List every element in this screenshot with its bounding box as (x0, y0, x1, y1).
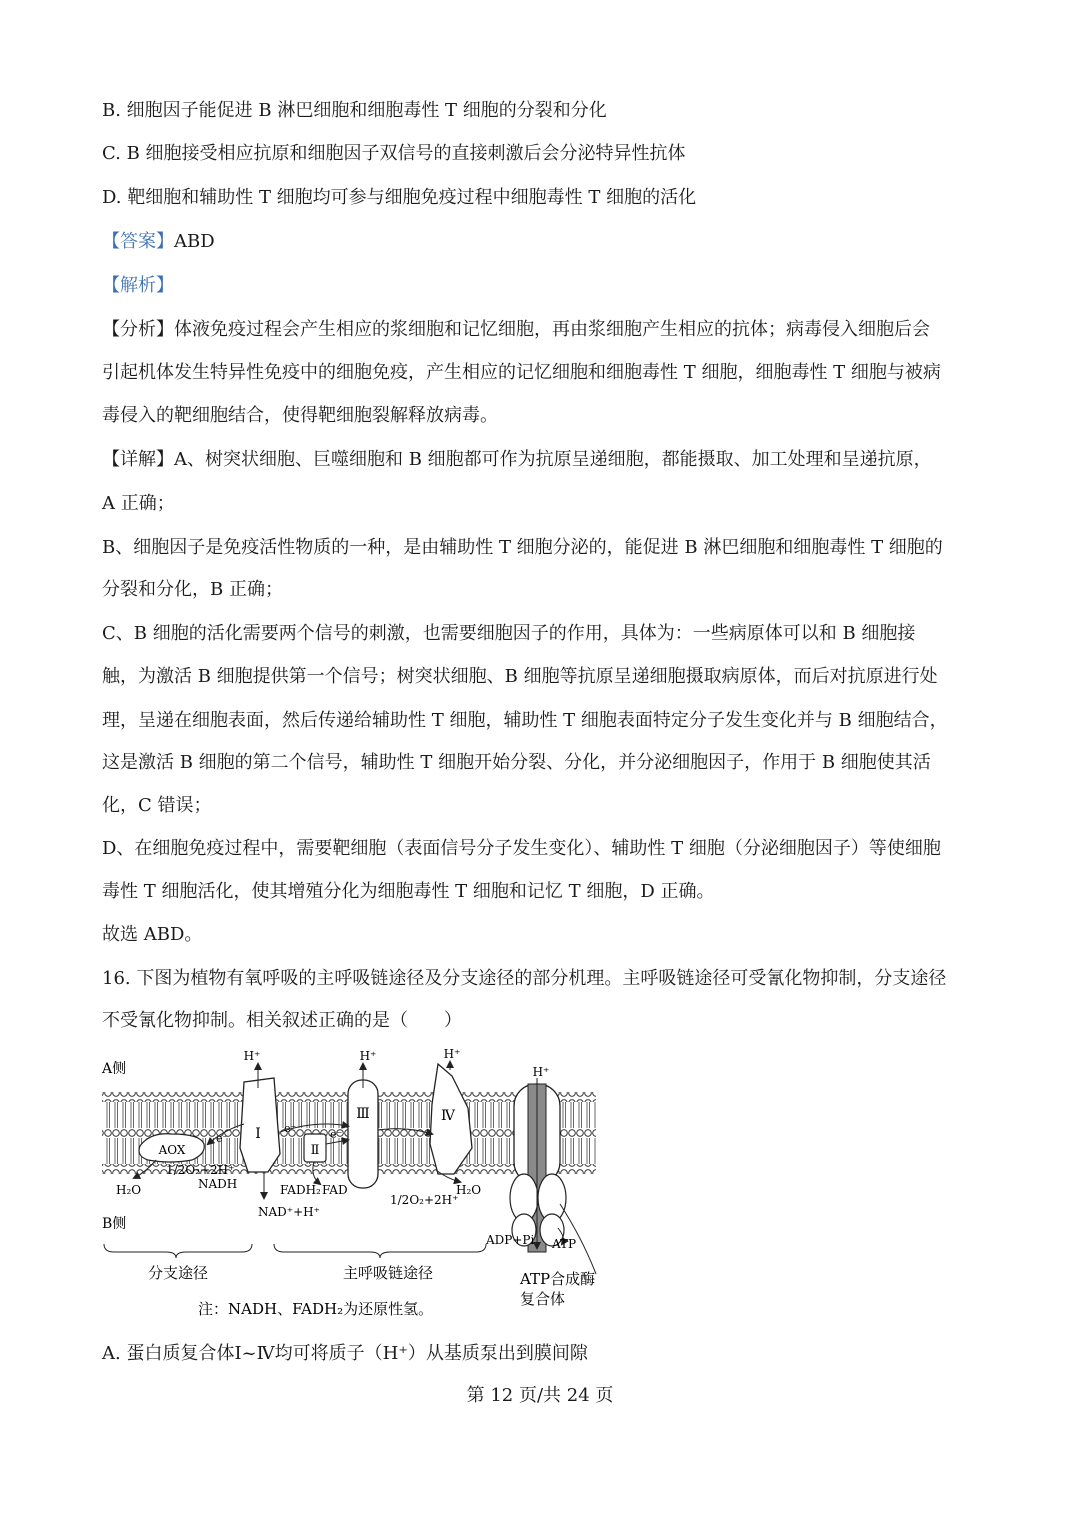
xiangjie-text: A、树突状细胞、巨噬细胞和 B 细胞都可作为抗原呈递细胞，都能摄取、加工处理和呈递抗原， (174, 449, 932, 470)
complex-2 (304, 1134, 326, 1162)
answer-tag: 【答案】 (102, 231, 174, 252)
fenxi-line-3: 毒侵入的靶细胞结合，使得靶细胞裂解释放病毒。 (102, 405, 498, 426)
atp-label: ATP (552, 1237, 577, 1251)
xiangjie-line: 分裂和分化，B 正确； (102, 579, 283, 600)
h-plus-atp: H⁺ (532, 1065, 550, 1079)
aox-protein (139, 1134, 204, 1162)
xiangjie-line: 故选 ABD。 (102, 924, 203, 945)
xiangjie-line: 化，C 错误； (102, 795, 212, 816)
aox-label: AOX (158, 1143, 186, 1157)
page-footer: 第 12 页/共 24 页 (466, 1385, 614, 1406)
branch-brace (104, 1244, 252, 1258)
e-minus-aox: e⁻ (216, 1132, 229, 1145)
complex-4-label: Ⅳ (441, 1108, 455, 1124)
xiangjie-line: D、在细胞免疫过程中，需要靶细胞（表面信号分子发生变化）、辅助性 T 细胞（分泌细胞因子）等使细胞 (102, 838, 941, 859)
atp-synthase-label-2: 复合体 (520, 1290, 566, 1308)
complex-1-label: Ⅰ (255, 1126, 261, 1142)
fenxi-line-2: 引起机体发生特异性免疫中的细胞免疫，产生相应的记忆细胞和细胞毒性 T 细胞，细胞毒性 T 细胞与被病 (102, 362, 941, 383)
e-minus-1: e⁻ (284, 1122, 297, 1135)
side-b-label: B侧 (102, 1216, 127, 1232)
complex-3 (348, 1080, 378, 1188)
branch-pathway-label: 分支途径 (147, 1264, 209, 1282)
nad-label: NAD⁺+H⁺ (258, 1205, 320, 1219)
complex-4-o2-reaction: 1/2O₂+2H⁺ (390, 1193, 459, 1207)
xiangjie-line-1 (102, 447, 1012, 473)
xiangjie-line: 这是激活 B 细胞的第二个信号，辅助性 T 细胞开始分裂、分化，并分泌细胞因子，作用于 B 细胞使其活 (102, 752, 931, 773)
option-d: D. 靶细胞和辅助性 T 细胞均可参与细胞免疫过程中细胞毒性 T 细胞的活化 (102, 187, 697, 208)
main-pathway-label: 主呼吸链途径 (342, 1264, 434, 1282)
atp-synthase-label-1: ATP合成酶 (520, 1270, 596, 1288)
main-brace (274, 1244, 486, 1258)
complex-3-label: Ⅲ (356, 1106, 370, 1122)
e-minus-2: e⁻ (330, 1128, 343, 1141)
aox-o2-reaction: 1/2O₂+2H⁺ (166, 1163, 235, 1177)
xiangjie-line: B、细胞因子是免疫活性物质的一种，是由辅助性 T 细胞分泌的，能促进 B 淋巴细胞和细胞毒性 T 细胞的 (102, 537, 943, 558)
side-a-label: A侧 (102, 1061, 127, 1077)
h-plus-4: H⁺ (443, 1048, 461, 1061)
complex-4 (430, 1064, 472, 1174)
complex-1 (240, 1078, 280, 1172)
fad-label: FAD (322, 1183, 348, 1197)
answer-value: ABD (174, 231, 215, 252)
option-a: A. 蛋白质复合体Ⅰ~Ⅳ均可将质子（H⁺）从基质泵出到膜间隙 (102, 1343, 588, 1364)
aox-h2o: H₂O (116, 1183, 142, 1197)
h-plus-1: H⁺ (243, 1049, 261, 1063)
complex-4-h2o: H₂O (456, 1183, 482, 1197)
option-b: B. 细胞因子能促进 B 淋巴细胞和细胞毒性 T 细胞的分裂和分化 (102, 100, 607, 121)
answer-line (102, 229, 1012, 255)
respiration-chain-diagram (96, 1048, 616, 1328)
nadh-label: NADH (198, 1177, 238, 1191)
xiangjie-line: 毒性 T 细胞活化，使其增殖分化为细胞毒性 T 细胞和记忆 T 细胞，D 正确。 (102, 881, 715, 902)
xiangjie-line: A 正确； (102, 493, 175, 514)
question-16-line-1: 16. 下图为植物有氧呼吸的主呼吸链途径及分支途径的部分机理。主呼吸链途径可受氰化物抑制，分支途径 (102, 968, 947, 989)
atp-synthase (510, 1084, 566, 1252)
question-16-line-2: 不受氰化物抑制。相关叙述正确的是（ ） (102, 1010, 462, 1031)
xiangjie-line: 理，呈递在细胞表面，然后传递给辅助性 T 细胞，辅助性 T 细胞表面特定分子发生变化并与 B 细胞结合， (102, 710, 948, 731)
xiangjie-line: C、B 细胞的活化需要两个信号的刺激，也需要细胞因子的作用，具体为：一些病原体可以和 B 细胞接 (102, 623, 916, 644)
fadh2-label: FADH₂ (280, 1183, 321, 1197)
h-plus-3: H⁺ (359, 1049, 377, 1063)
diagram-note: 注：NADH、FADH₂为还原性氢。 (198, 1300, 434, 1318)
complex-2-label: Ⅱ (310, 1143, 320, 1158)
option-c: C. B 细胞接受相应抗原和细胞因子双信号的直接刺激后会分泌特异性抗体 (102, 143, 686, 164)
adp-label: ADP+Pi (486, 1233, 535, 1247)
xiangjie-line: 触，为激活 B 细胞提供第一个信号；树突状细胞、B 细胞等抗原呈递细胞摄取病原体，而后对抗原进行处 (102, 666, 938, 687)
fenxi-tag: 【分析】 (102, 319, 174, 340)
fenxi-line-1 (102, 317, 1012, 343)
xiangjie-tag: 【详解】 (102, 449, 174, 470)
fenxi-text: 体液免疫过程会产生相应的浆细胞和记忆细胞，再由浆细胞产生相应的抗体；病毒侵入细胞后会 (174, 319, 930, 340)
analysis-tag: 【解析】 (102, 275, 174, 296)
